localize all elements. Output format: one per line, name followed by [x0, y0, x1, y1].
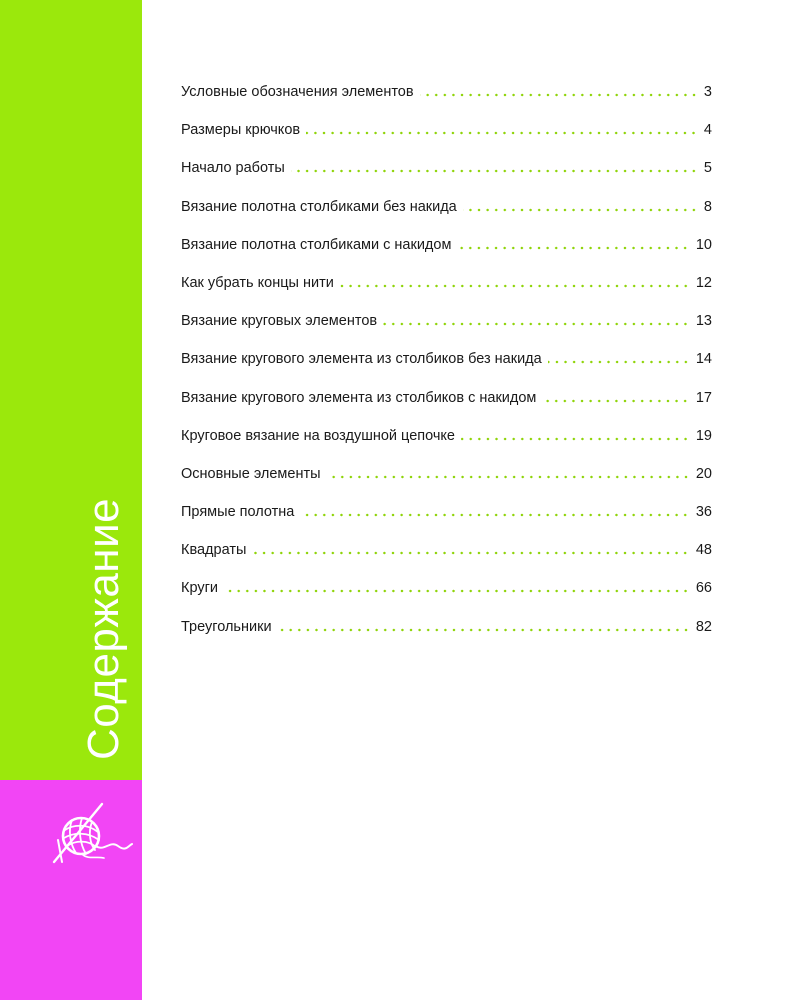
toc-entry-title: Вязание полотна столбиками без накида	[181, 198, 457, 215]
toc-entry[interactable]	[181, 120, 712, 158]
toc-entry-title: Круги	[181, 580, 218, 597]
toc-entry-page: 66	[695, 580, 712, 597]
toc-dot-leader	[542, 389, 689, 403]
toc-entry[interactable]	[181, 617, 712, 655]
toc-entry[interactable]	[181, 540, 712, 578]
toc-dot-leader	[461, 427, 690, 441]
toc-entry-title: Основные элементы	[181, 465, 321, 482]
toc-dot-leader	[463, 198, 698, 212]
toc-entry-title: Вязание круговых элементов	[181, 313, 378, 330]
toc-entry[interactable]	[181, 426, 712, 464]
toc-entry[interactable]	[181, 273, 712, 311]
toc-dot-leader	[327, 465, 690, 479]
toc-entry-page: 5	[703, 160, 712, 177]
table-of-contents	[181, 82, 712, 655]
toc-dot-leader	[291, 159, 698, 173]
toc-entry-page: 14	[695, 351, 712, 368]
toc-entry-page: 20	[695, 465, 712, 482]
toc-dot-leader	[300, 503, 690, 517]
toc-entry-title: Круговое вязание на воздушной цепочке	[181, 427, 455, 444]
toc-entry-page: 17	[695, 389, 712, 406]
toc-entry[interactable]	[181, 158, 712, 196]
toc-entry[interactable]	[181, 311, 712, 349]
toc-dot-leader	[340, 274, 690, 288]
toc-entry-title: Как убрать концы нити	[181, 274, 334, 291]
toc-entry[interactable]	[181, 235, 712, 273]
toc-dot-leader	[278, 618, 690, 632]
toc-entry[interactable]	[181, 388, 712, 426]
toc-entry-page: 10	[695, 236, 712, 253]
toc-entry[interactable]	[181, 349, 712, 387]
toc-entry-title: Квадраты	[181, 542, 247, 559]
toc-entry-page: 36	[695, 504, 712, 521]
toc-dot-leader	[383, 312, 690, 326]
toc-entry-title: Треугольники	[181, 618, 272, 635]
toc-entry-page: 8	[703, 198, 712, 215]
page-title: Содержание	[79, 497, 128, 760]
toc-entry-page: 48	[695, 542, 712, 559]
toc-entry-page: 19	[695, 427, 712, 444]
toc-dot-leader	[457, 236, 689, 250]
toc-entry-title: Условные обозначения элементов	[181, 84, 414, 100]
toc-entry[interactable]	[181, 464, 712, 502]
yarn-ball-icon	[48, 800, 134, 866]
toc-entry-title: Прямые полотна	[181, 504, 295, 521]
toc-entry[interactable]	[181, 82, 712, 120]
toc-entry-page: 13	[695, 313, 712, 330]
toc-entry-title: Вязание полотна столбиками с накидом	[181, 236, 452, 253]
toc-dot-leader	[420, 83, 698, 97]
toc-dot-leader	[548, 350, 690, 364]
toc-entry-page: 12	[695, 274, 712, 291]
toc-entry-page: 3	[703, 84, 712, 100]
toc-dot-leader	[252, 541, 689, 555]
toc-entry-page: 4	[703, 122, 712, 139]
toc-entry[interactable]	[181, 578, 712, 616]
toc-entry[interactable]	[181, 197, 712, 235]
toc-entry-page: 82	[695, 618, 712, 635]
toc-entry-title: Размеры крючков	[181, 122, 301, 139]
toc-dot-leader	[306, 121, 698, 135]
toc-entry-title: Вязание кругового элемента из столбиков без накида	[181, 351, 542, 368]
toc-entry-title: Начало работы	[181, 160, 285, 177]
toc-entry[interactable]	[181, 502, 712, 540]
toc-entry-title: Вязание кругового элемента из столбиков с накидом	[181, 389, 537, 406]
toc-dot-leader	[224, 579, 690, 593]
